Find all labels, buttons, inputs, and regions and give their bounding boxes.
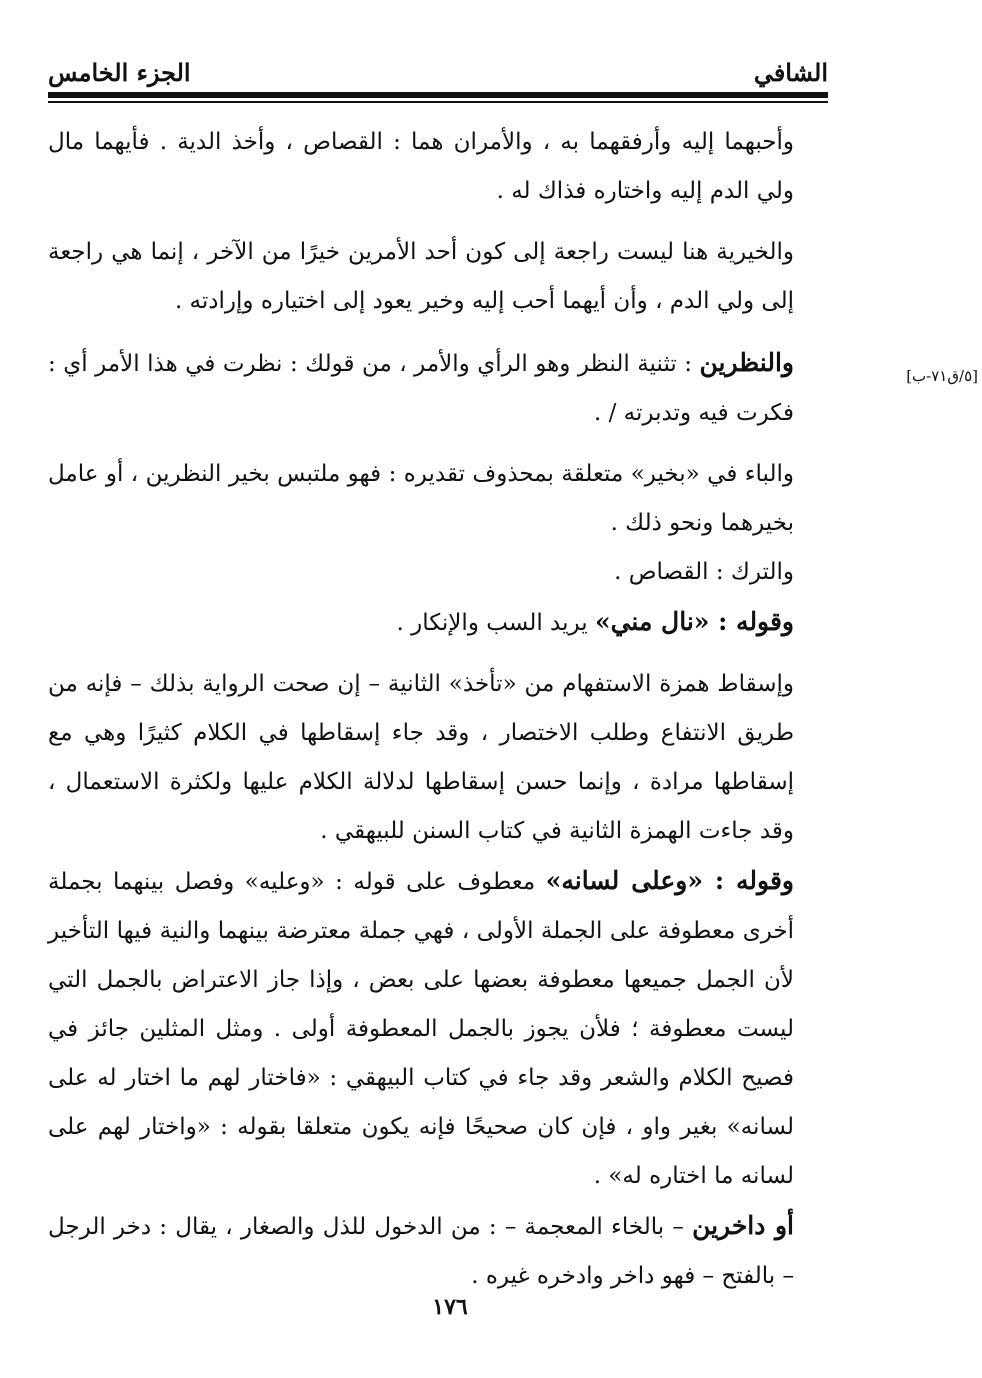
manuscript-folio-note: [٥/ق٧١-ب] [906, 367, 978, 385]
paragraph-text: – بالخاء المعجمة – : من الدخول للذل والصغار ، يقال : دخر الرجل – بالفتح – فهو داخر وادخره غيره . [48, 1214, 794, 1289]
paragraph-text: والترك : القصاص . [614, 559, 794, 585]
book-title: الشافي [753, 57, 828, 87]
paragraph-text: وأحبهما إليه وأرفقهما به ، والأمران هما : القصاص ، وأخذ الدية . فأيهما مال ولي الدم إليه واختاره فذاك له . [48, 129, 794, 204]
volume-title: الجزء الخامس [48, 57, 191, 87]
paragraph-text: : تثنية النظر وهو الرأي والأمر ، من قولك : نظرت في هذا الأمر أي : فكرت فيه وتدبرته / . [48, 351, 794, 426]
paragraph-text: معطوف على قوله : «وعليه» وفصل بينهما بجملة أخرى معطوفة على الجملة الأولى ، فهي جملة معترضة بينهما والنية فيها التأخير لأن الجمل جميعها معطوفة بعضها على بعض ، وإذا جاز الاعتراض بالجمل التي ليست معطوفة ؛ فلأن يجوز بالجمل المعطوفة أولى . ومثل المثلين جائز في فصيح الكلام والشعر وقد جاء في كتاب البيهقي : «فاختار لهم ما اختار له على لسانه» بغير واو ، فإن كان صحيحًا فإنه يكون متعلقا بقوله : «واختار لهم على لسانه ما اختاره له» . [48, 869, 794, 1189]
page-header [48, 52, 828, 92]
paragraph [48, 1201, 828, 1301]
paragraph-text: وإسقاط همزة الاستفهام من «تأخذ» الثانية – إن صحت الرواية بذلك – فإنه من طريق الانتفاع وطلب الاختصار ، وقد جاء إسقاطها في الكلام كثيرًا وهي مع إسقاطها مرادة ، وإنما حسن إسقاطها لدلالة الكلام عليها ولكثرة الاستعمال ، وقد جاءت الهمزة الثانية في كتاب السنن للبيهقي . [48, 671, 794, 844]
body-text [48, 118, 828, 1301]
paragraph-term: والنظرين [699, 348, 794, 377]
paragraph [48, 118, 828, 216]
paragraph-text: والباء في «بخير» متعلقة بمحذوف تقديره : فهو ملتبس بخير النظرين ، أو عامل بخيرهما ونحو ذلك . [48, 461, 794, 536]
paragraph-text: والخيرية هنا ليست راجعة إلى كون أحد الأمرين خيرًا من الآخر ، إنما هي راجعة إلى ولي الدم ، وأن أيهما أحب إليه وخير يعود إلى اختياره وإرادته . [48, 239, 794, 314]
paragraph [48, 548, 828, 597]
header-rule-thin [48, 101, 828, 103]
paragraph [48, 856, 828, 1201]
paragraph [48, 660, 828, 856]
header-rule-thick [48, 92, 828, 98]
paragraph-term: أو داخرين [692, 1211, 795, 1240]
paragraph [48, 228, 828, 326]
paragraph-term: وقوله : «وعلى لسانه» [545, 866, 794, 895]
paragraph [48, 338, 828, 438]
page-number: ١٧٦ [432, 1294, 468, 1320]
paragraph [48, 597, 828, 648]
paragraph-term: وقوله : «نال مني» [594, 607, 794, 636]
paragraph-text: يريد السب والإنكار . [396, 610, 595, 636]
paragraph [48, 450, 828, 548]
